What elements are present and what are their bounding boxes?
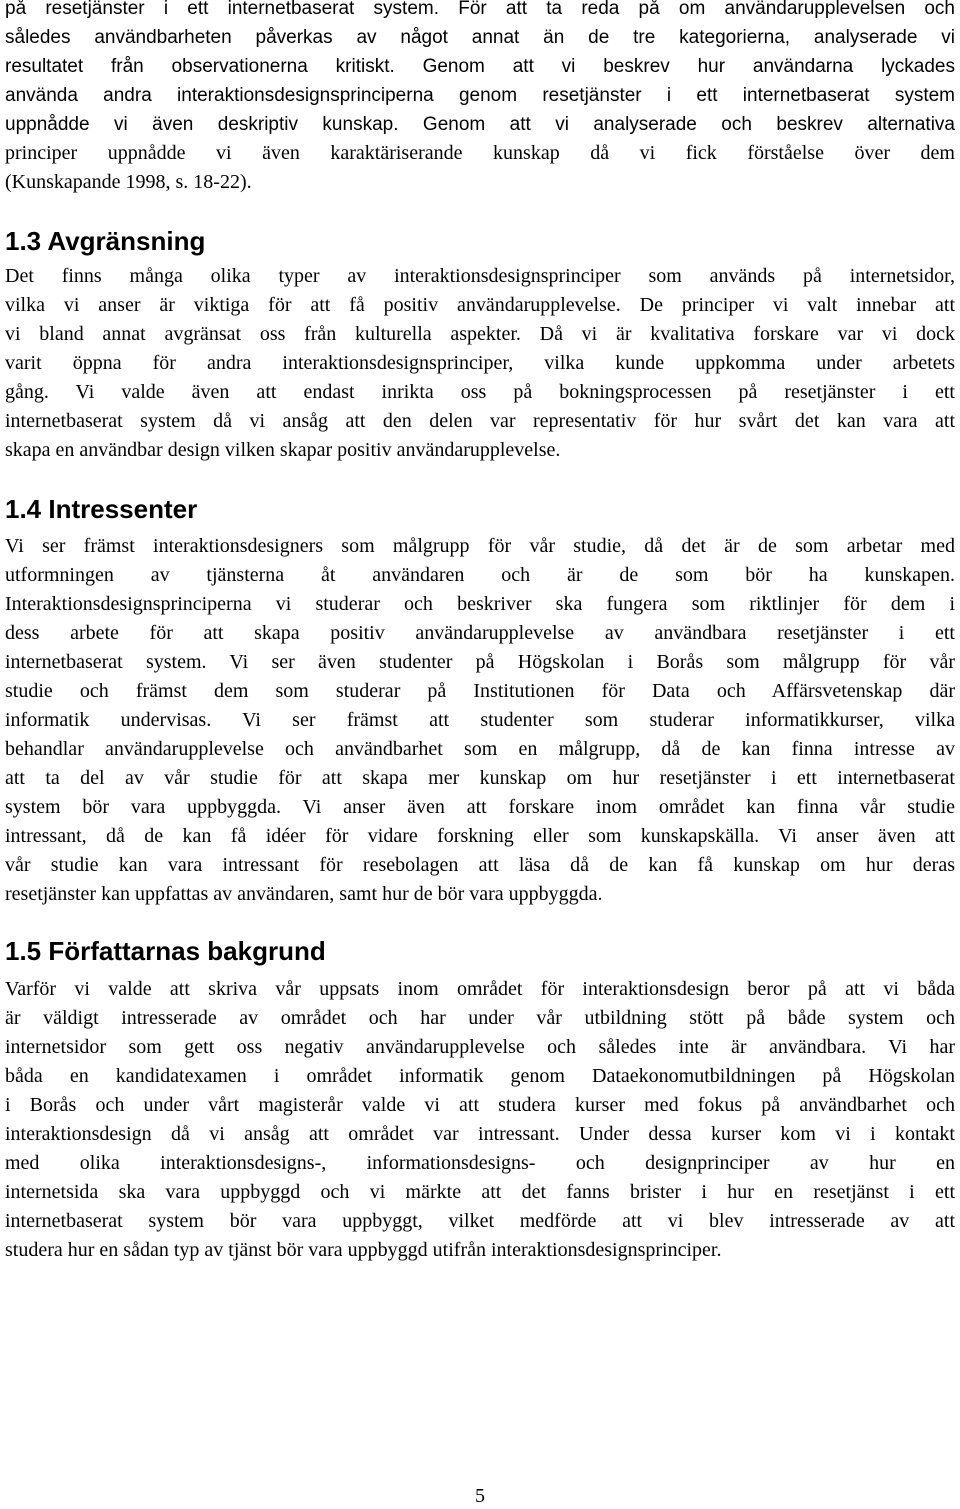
intressenter-line: att ta del av vår studie för att skapa mer kunskap om hur resetjänster i ett internetbaserat <box>5 767 955 789</box>
bakgrund-line: båda en kandidatexamen i området informatik genom Dataekonomutbildningen på Högskolan <box>5 1065 955 1087</box>
intressenter-line: behandlar användarupplevelse och användbarhet som en målgrupp, då de kan finna intresse av <box>5 738 955 760</box>
intressenter-line: Interaktionsdesignsprinciperna vi studerar och beskriver ska fungera som riktlinjer för dem i <box>5 593 955 615</box>
bakgrund-line: internetsidor som gett oss negativ användarupplevelse och således inte är användbara. Vi har <box>5 1036 955 1058</box>
avgransning-line: gång. Vi valde även att endast inrikta oss på bokningsprocessen på resetjänster i ett <box>5 381 955 403</box>
intressenter-line: studie och främst dem som studerar på Institutionen för Data och Affärsvetenskap där <box>5 680 955 702</box>
intro-line: använda andra interaktionsdesignsprinciperna genom resetjänster i ett internetbaserat system <box>5 85 955 106</box>
intro-line: på resetjänster i ett internetbaserat system. För att ta reda på om användarupplevelsen och <box>5 0 955 19</box>
intressenter-line: Vi ser främst interaktionsdesigners som målgrupp för vår studie, då det är de som arbetar med <box>5 535 955 557</box>
bakgrund-line: i Borås och under vårt magisterår valde vi att studera kurser med fokus på användbarhet och <box>5 1094 955 1116</box>
intressenter-paragraph <box>5 532 955 909</box>
avgransning-line: vi bland annat avgränsat oss från kulturella aspekter. Då vi är kvalitativa forskare var vi dock <box>5 323 955 345</box>
intro-line: principer uppnådde vi även karaktäriserande kunskap då vi fick förståelse över dem <box>5 142 955 164</box>
intressenter-line: resetjänster kan uppfattas av användaren, samt hur de bör vara uppbyggda. <box>5 883 603 905</box>
page-number: 5 <box>475 1485 485 1507</box>
intressenter-line: utformningen av tjänsterna åt användaren och är de som bör ha kunskapen. <box>5 564 955 586</box>
intro-line: således användbarheten påverkas av något annat än de tre kategorierna, analyserade vi <box>5 27 955 48</box>
section-heading-intressenter: 1.4 Intressenter <box>5 494 198 524</box>
avgransning-line: internetbaserat system då vi ansåg att den delen var representativ för hur svårt det kan vara att <box>5 410 955 432</box>
bakgrund-line: Varför vi valde att skriva vår uppsats inom området för interaktionsdesign beror på att vi båda <box>5 978 955 1000</box>
avgransning-line: vilka vi anser är viktiga för att få positiv användarupplevelse. De principer vi valt innebar att <box>5 294 955 316</box>
avgransning-paragraph <box>5 262 955 465</box>
bakgrund-line: med olika interaktionsdesigns-, informationsdesigns- och designprinciper av hur en <box>5 1152 955 1174</box>
bakgrund-line: internetbaserat system bör vara uppbyggt, vilket medförde att vi blev intresserade av att <box>5 1210 955 1232</box>
intro-line: (Kunskapande 1998, s. 18-22). <box>5 171 252 193</box>
intressenter-line: vår studie kan vara intressant för resebolagen att läsa då de kan få kunskap om hur deras <box>5 854 955 876</box>
intro-line: resultatet från observationerna kritiskt. Genom att vi beskrev hur användarna lyckades <box>5 56 955 77</box>
bakgrund-line: studera hur en sådan typ av tjänst bör vara uppbyggd utifrån interaktionsdesignsprinciper. <box>5 1239 722 1261</box>
intro-paragraph <box>5 0 955 197</box>
intressenter-line: system bör vara uppbyggda. Vi anser även att forskare inom området kan finna vår studie <box>5 796 955 818</box>
avgransning-line: Det finns många olika typer av interaktionsdesignsprinciper som används på internetsidor, <box>5 265 955 287</box>
bakgrund-line: är väldigt intresserade av området och har under vår utbildning stött på både system och <box>5 1007 955 1029</box>
bakgrund-paragraph <box>5 975 955 1265</box>
section-heading-avgransning: 1.3 Avgränsning <box>5 226 206 256</box>
section-heading-forfattarnas-bakgrund: 1.5 Författarnas bakgrund <box>5 936 326 966</box>
avgransning-line: varit öppna för andra interaktionsdesignsprinciper, vilka kunde uppkomma under arbetets <box>5 352 955 374</box>
bakgrund-line: interaktionsdesign då vi ansåg att området var intressant. Under dessa kurser kom vi i kontakt <box>5 1123 955 1145</box>
intro-line: uppnådde vi även deskriptiv kunskap. Genom att vi analyserade och beskrev alternativa <box>5 114 955 135</box>
bakgrund-line: internetsida ska vara uppbyggd och vi märkte att det fanns brister i hur en resetjänst i ett <box>5 1181 955 1203</box>
avgransning-line: skapa en användbar design vilken skapar positiv användarupplevelse. <box>5 439 561 461</box>
intressenter-line: dess arbete för att skapa positiv användarupplevelse av användbara resetjänster i ett <box>5 622 955 644</box>
intressenter-line: intressant, då de kan få idéer för vidare forskning eller som kunskapskälla. Vi anser även att <box>5 825 955 847</box>
intressenter-line: internetbaserat system. Vi ser även studenter på Högskolan i Borås som målgrupp för vår <box>5 651 955 673</box>
intressenter-line: informatik undervisas. Vi ser främst att studenter som studerar informatikkurser, vilka <box>5 709 955 731</box>
